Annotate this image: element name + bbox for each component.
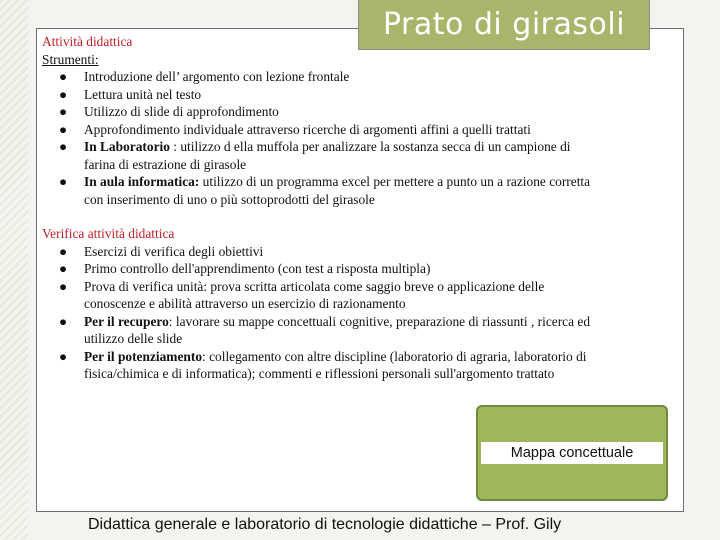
- list-item-wrap: [42, 173, 602, 208]
- bullet-icon: ●: [59, 174, 68, 189]
- list-item: [42, 173, 602, 208]
- page-title: Prato di girasoli: [382, 7, 626, 42]
- tools-subheading: Strumenti:: [42, 51, 99, 67]
- list-item: [42, 121, 602, 139]
- bullet-icon: ●: [59, 104, 68, 119]
- verification-list: [42, 243, 602, 383]
- list-item-text: : collegamento con altre discipline (laboratorio di agraria, laboratorio di fisica/chimica e di informatica); commenti e riflessioni personali sull'argomento trattato: [84, 348, 587, 381]
- list-item-text: Prova di verifica unità: prova scritta articolata come saggio breve o applicazione delle conoscenze e abilità attraverso un esercizio di razionamento: [84, 278, 545, 311]
- list-item: [42, 138, 602, 173]
- bullet-icon: ●: [59, 348, 68, 364]
- list-item-text: Introduzione dell’ argomento con lezione frontale: [84, 69, 350, 84]
- list-item-text: Lettura unità nel testo: [84, 86, 202, 102]
- bullet-icon: ●: [59, 86, 68, 102]
- concept-map-label: Mappa concettuale: [481, 442, 663, 464]
- section-heading-verification: Verifica attività didattica: [42, 226, 175, 241]
- content-area: [42, 33, 602, 383]
- list-item-text: Utilizzo di slide di approfondimento: [84, 104, 279, 119]
- bullet-icon: ●: [59, 261, 68, 276]
- footer-text: Didattica generale e laboratorio di tecnologie didattiche – Prof. Gily: [88, 516, 562, 533]
- section-heading-activity: Attività didattica: [42, 34, 133, 49]
- list-item: [42, 278, 602, 313]
- concept-map-button[interactable]: [476, 405, 668, 501]
- list-item: [42, 313, 602, 348]
- list-item: [42, 86, 602, 104]
- list-item-bold: In aula informatica:: [84, 174, 200, 189]
- list-item-bold: Per il potenziamento: [84, 348, 203, 364]
- list-item-text: utilizzo di un programma excel per mettere a punto un a razione corretta con inserimento di uno o più sottoprodotti del girasole: [84, 174, 591, 207]
- list-item-bold: In Laboratorio: [84, 139, 170, 154]
- bullet-icon: ●: [59, 139, 68, 154]
- list-item-text: Primo controllo dell'apprendimento (con test a risposta multipla): [84, 261, 431, 276]
- list-item: [42, 68, 602, 86]
- list-item: [42, 243, 602, 261]
- bullet-icon: ●: [59, 69, 68, 84]
- list-item: [42, 103, 602, 121]
- bullet-icon: ●: [59, 313, 68, 329]
- list-item: [42, 260, 602, 278]
- list-item-text: : lavorare su mappe concettuali cognitive, preparazione di riassunti , ricerca ed utilizzo delle slide: [84, 313, 591, 346]
- list-item-text: Approfondimento individuale attraverso ricerche di argomenti affini a quelli trattati: [84, 121, 531, 137]
- list-item-text: Esercizi di verifica degli obiettivi: [84, 243, 264, 259]
- list-item: [42, 348, 602, 383]
- bullet-icon: ●: [59, 278, 68, 294]
- list-item-bold: Per il recupero: [84, 313, 169, 329]
- bullet-icon: ●: [59, 243, 68, 259]
- bullet-icon: ●: [59, 121, 68, 137]
- spacer: [42, 208, 602, 225]
- tools-list: [42, 68, 602, 208]
- decorative-stripe: [0, 0, 28, 540]
- list-item-text: : utilizzo d ella muffola per analizzare la sostanza secca di un campione di farina di estrazione di girasole: [84, 139, 571, 172]
